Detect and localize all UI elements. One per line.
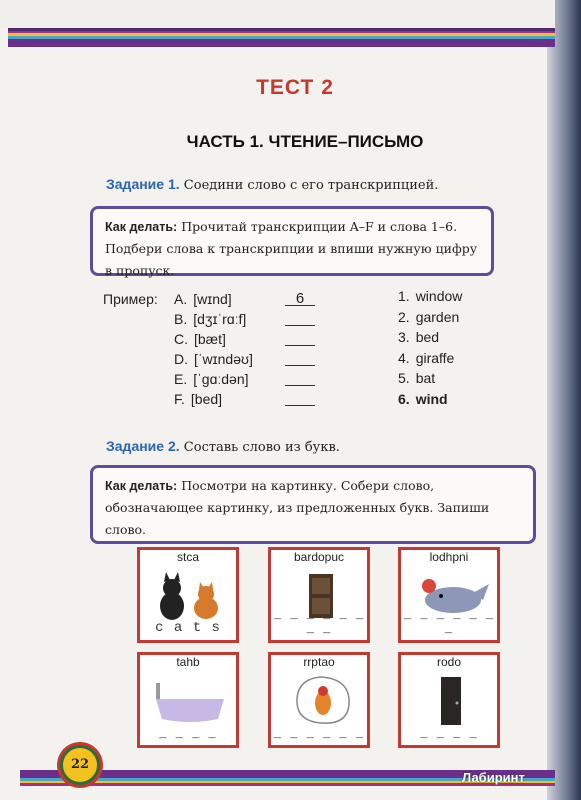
transcription-text: [bæt] — [194, 331, 226, 347]
card-cupboard — [268, 547, 370, 643]
card-answer[interactable]: _ _ _ _ — [420, 727, 478, 741]
card-door — [398, 652, 500, 748]
book-edge — [547, 0, 581, 800]
word-item — [398, 309, 459, 325]
transcription-letter: F. — [174, 391, 185, 407]
watermark: Лабиринт — [462, 770, 525, 785]
card-letters: lodhpni — [429, 550, 469, 564]
card-answer[interactable]: _ _ _ _ _ _ _ _ — [273, 608, 365, 636]
door-picture — [411, 675, 491, 727]
transcription-letter: C. — [174, 331, 188, 347]
transcription-letter: E. — [174, 371, 188, 387]
word-number: 2. — [398, 308, 410, 325]
transcription-letter: D. — [174, 351, 188, 367]
card-answer[interactable]: _ _ _ _ _ _ — [273, 727, 365, 741]
card-letters: rodo — [436, 655, 462, 669]
card-cats — [137, 547, 239, 643]
task1-instructions-box — [90, 206, 494, 276]
task1-how-label: Как делать: — [105, 220, 178, 234]
card-parrot — [268, 652, 370, 748]
word-text: bed — [415, 329, 440, 345]
task2-how-text: Посмотри на картинку. Собери слово, обозначающее картинку, из предложенных букв. Запиши слово. — [105, 478, 490, 537]
word-item — [398, 350, 454, 366]
word-text: giraffe — [415, 349, 455, 366]
card-letters: rrptao — [303, 655, 335, 669]
part-title: ЧАСТЬ 1. ЧТЕНИЕ–ПИСЬМО — [186, 132, 424, 151]
card-answer: c a t s — [155, 620, 221, 636]
card-dolphin — [398, 547, 500, 643]
word-text: bat — [415, 370, 436, 386]
test-title: ТЕСТ 2 — [256, 76, 334, 99]
transcription-item — [174, 291, 232, 307]
word-number: 1. — [398, 288, 410, 304]
transcription-letter: A. — [174, 291, 188, 307]
transcription-item — [174, 351, 253, 367]
top-margin — [0, 0, 555, 28]
card-letters: bardopuc — [293, 550, 345, 564]
transcription-text: [dʒɪˈrɑːf] — [193, 311, 247, 327]
task2-label: Задание 2. — [106, 438, 180, 454]
transcription-text: [ˈɡɑːdən] — [193, 371, 249, 387]
word-item — [398, 288, 462, 304]
example-label: Пример: — [103, 291, 158, 307]
task2-heading — [106, 438, 340, 455]
task2-instructions-box — [90, 465, 536, 544]
word-number: 6. — [398, 390, 410, 407]
word-number: 5. — [398, 370, 410, 386]
top-stripes — [8, 28, 555, 47]
word-item — [398, 329, 439, 345]
answer-blank[interactable] — [285, 350, 315, 366]
word-number: 4. — [398, 349, 410, 366]
transcription-item — [174, 311, 246, 327]
transcription-letter: B. — [174, 311, 188, 327]
answer-blank[interactable]: 6 — [285, 290, 315, 306]
task1-heading — [106, 176, 438, 193]
cats-picture — [150, 570, 230, 622]
word-item — [398, 391, 448, 407]
transcription-text: [ˈwɪndəʊ] — [194, 351, 253, 367]
answer-blank[interactable] — [285, 370, 315, 386]
card-letters: tahb — [176, 655, 200, 669]
transcription-item — [174, 391, 222, 407]
word-text: window — [415, 288, 463, 304]
transcription-text: [wɪnd] — [193, 291, 232, 307]
bath-picture — [150, 675, 230, 727]
transcription-item — [174, 371, 249, 387]
answer-blank[interactable] — [285, 390, 315, 406]
parrot-picture — [281, 675, 361, 727]
word-item — [398, 370, 435, 386]
transcription-text: [bed] — [190, 391, 223, 407]
page-number: 22 — [60, 745, 100, 785]
card-bath — [137, 652, 239, 748]
word-text: garden — [415, 308, 460, 325]
answer-blank[interactable] — [285, 310, 315, 326]
task1-how-text: Прочитай транскрипции A–F и слова 1–6. Подбери слова к транскрипции и впиши нужную цифру в пропуск. — [105, 219, 478, 278]
task1-label: Задание 1. — [106, 176, 180, 192]
transcription-item — [174, 331, 226, 347]
task2-text: Составь слово из букв. — [183, 440, 340, 455]
card-letters: stca — [176, 550, 199, 564]
task1-text: Соедини слово с его транскрипцией. — [183, 178, 439, 193]
card-answer[interactable]: _ _ _ _ _ _ _ — [403, 608, 495, 636]
word-text: wind — [415, 390, 448, 407]
answer-blank[interactable] — [285, 330, 315, 346]
card-answer[interactable]: _ _ _ _ — [159, 727, 217, 741]
task2-how-label: Как делать: — [105, 479, 178, 493]
word-number: 3. — [398, 329, 410, 345]
